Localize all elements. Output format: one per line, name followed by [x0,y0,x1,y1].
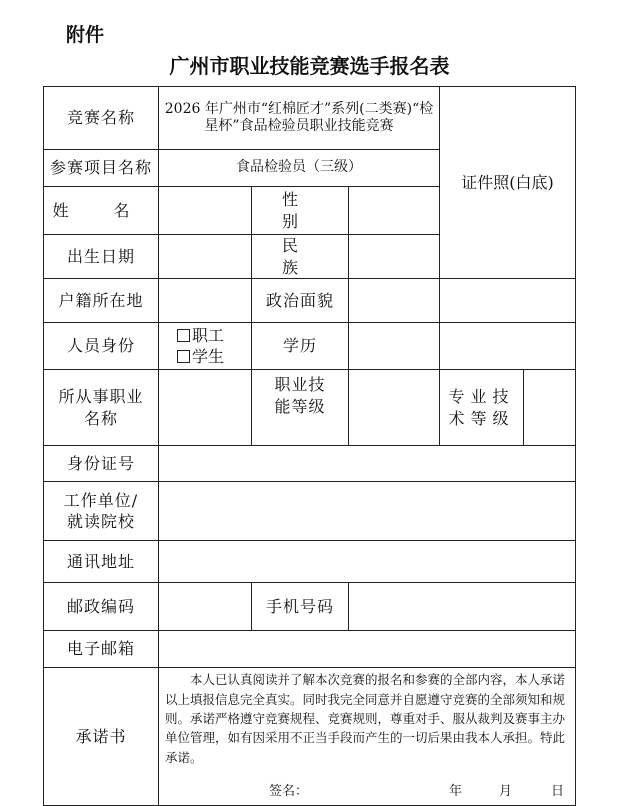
skill-level-label: 职业技能等级 [252,370,349,446]
competition-name-value: 2026 年广州市“红棉匠才”系列(二类赛)“检星杯”食品检验员职业技能竞赛 [159,87,440,150]
competition-name-label: 竞赛名称 [44,87,159,150]
project-label: 参赛项目名称 [44,150,159,187]
identity-option-worker[interactable]: 职工 [177,325,251,347]
hukou-label: 户籍所在地 [44,279,159,323]
birth-field[interactable] [159,235,252,279]
ethnic-field[interactable] [349,235,440,279]
title-level-field[interactable] [524,370,576,446]
education-field[interactable] [349,323,440,370]
occupation-field[interactable] [159,370,252,446]
identity-options [159,323,252,370]
email-field[interactable] [159,631,576,668]
gender-label: 性 别 [252,187,349,235]
phone-field[interactable] [349,583,576,631]
photo-cell[interactable] [440,87,576,279]
attachment-label: 附件 [66,24,105,46]
gender-field[interactable] [349,187,440,235]
registration-form-table [43,86,576,806]
name-label: 姓 名 [44,187,159,235]
id-field[interactable] [159,446,576,482]
phone-label: 手机号码 [252,583,349,631]
education-label: 学历 [252,323,349,370]
identity-option-student[interactable]: 学生 [177,346,251,368]
address-label: 通讯地址 [44,541,159,583]
pledge-cell [159,668,576,806]
work-unit-field[interactable] [159,482,576,541]
email-label: 电子邮箱 [44,631,159,668]
month-label: 月 [499,784,513,800]
postcode-field[interactable] [159,583,252,631]
checkbox-icon[interactable] [177,329,190,342]
checkbox-icon[interactable] [177,350,190,363]
blank-cell-right [440,279,576,323]
identity-label: 人员身份 [44,323,159,370]
political-label: 政治面貌 [252,279,349,323]
ethnic-label: 民 族 [252,235,349,279]
pledge-text: 本人已认真阅读并了解本次竞赛的报名和参赛的全部内容，本人承诺以上填报信息完全真实。同时我完全同意并自愿遵守竞赛的全部须知和规则。承诺严格遵守竞赛规程、竞赛规则，尊重对手、服从裁判及赛事主办单位管理，如有因采用不正当手段而产生的一切后果由我本人承担。特此承诺。 [165,672,566,765]
project-value: 食品检验员（三级） [159,150,440,187]
blank-cell-right-2 [440,323,576,370]
occupation-label: 所从事职业名称 [44,370,159,446]
skill-level-field[interactable] [349,370,440,446]
year-label: 年 [449,784,463,800]
photo-label: 证件照(白底) [461,172,554,192]
postcode-label: 邮政编码 [44,583,159,631]
form-title: 广州市职业技能竞赛选手报名表 [169,54,450,78]
work-unit-label: 工作单位/就读院校 [44,482,159,541]
name-field[interactable] [159,187,252,235]
sign-label: 签名： [269,784,309,800]
hukou-field[interactable] [159,279,252,323]
birth-label: 出生日期 [44,235,159,279]
day-label: 日 [551,784,565,800]
pledge-label: 承诺书 [44,668,159,806]
title-level-label: 专业技术等级 [440,370,524,446]
id-label: 身份证号 [44,446,159,482]
address-field[interactable] [159,541,576,583]
political-field[interactable] [349,279,440,323]
